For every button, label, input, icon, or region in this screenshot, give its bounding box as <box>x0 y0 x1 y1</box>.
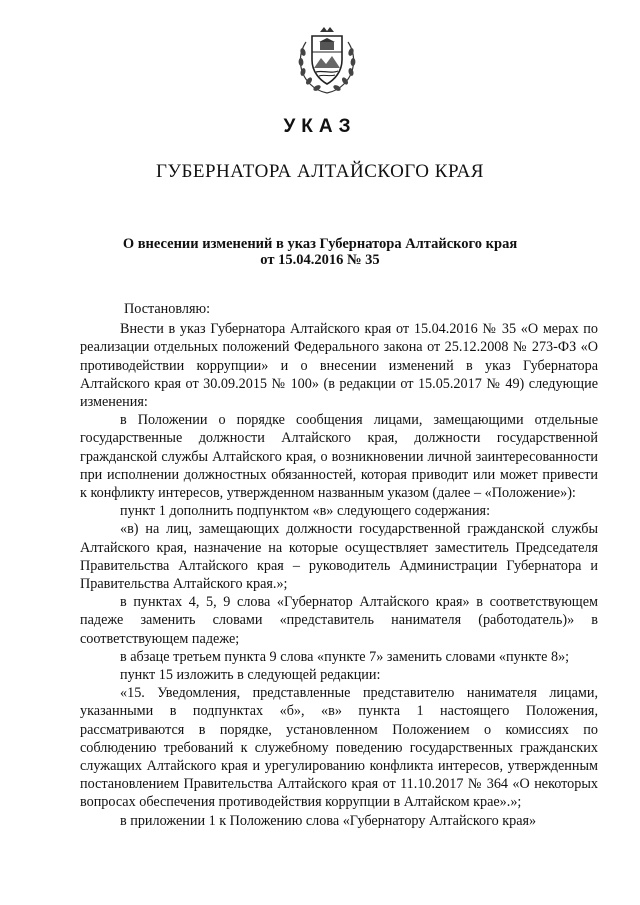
document-title: УКАЗ <box>283 116 357 137</box>
paragraph: «в) на лиц, замещающих должности государственной гражданской службы Алтайского края, назначение на которые осуществляет заместитель Председателя Правительства Алтайского края – руководитель Администрации Губернатора и Правительства Алтайского края.»; <box>80 521 598 593</box>
paragraph: Внести в указ Губернатора Алтайского края от 15.04.2016 № 35 «О мерах по реализации отдельных положений Федерального закона от 25.12.2008 № 273-ФЗ «О противодействии коррупции» и о внесении изменений в указ Губернатора Алтайского края от 30.09.2015 № 100» (в редакции от 15.05.2017 № 49) следующие изменения: <box>80 321 598 411</box>
heading-line-1: О внесении изменений в указ Губернатора Алтайского края <box>122 236 518 252</box>
document-subtitle: ГУБЕРНАТОРА АЛТАЙСКОГО КРАЯ <box>156 161 484 182</box>
paragraph: пункт 1 дополнить подпунктом «в» следующего содержания: <box>120 503 491 520</box>
document-heading <box>60 236 580 268</box>
paragraph: в приложении 1 к Положению слова «Губернатору Алтайского края» <box>120 812 537 829</box>
coat-of-arms-icon <box>296 24 358 96</box>
document-body <box>80 300 598 830</box>
paragraph: пункт 15 изложить в следующей редакции: <box>120 667 381 684</box>
paragraph: в пунктах 4, 5, 9 слова «Губернатор Алтайского края» в соответствующем падеже заменить словами «представитель нанимателя (работодатель)» в соответствующем падеже; <box>80 594 598 647</box>
paragraph: в абзаце третьем пункта 9 слова «пункте 7» заменить словами «пункте 8»; <box>120 648 570 665</box>
paragraph-resolution: Постановляю: <box>124 301 211 317</box>
paragraph: в Положении о порядке сообщения лицами, замещающими отдельные государственные должности Алтайского края, должности государственной гражданской службы Алтайского края, о возникновении личной заинтересованности при исполнении должностных обязанностей, которая приводит или может привести к конфликту интересов, утвержденном названным указом (далее – «Положение»): <box>80 412 598 502</box>
heading-line-2: от 15.04.2016 № 35 <box>260 252 380 268</box>
paragraph: «15. Уведомления, представленные представителю нанимателя лицами, указанными в подпунктах «б», «в» пункта 1 настоящего Положения, рассматриваются в порядке, установленном Положением о комиссиях по соблюдению требований к служебному поведению государственных гражданских служащих Алтайского края и урегулированию конфликта интересов, утвержденным постановлением Правительства Алтайского края от 11.10.2017 № 364 «О некоторых вопросах обеспечения противодействия коррупции в Алтайском крае».»; <box>80 685 598 811</box>
